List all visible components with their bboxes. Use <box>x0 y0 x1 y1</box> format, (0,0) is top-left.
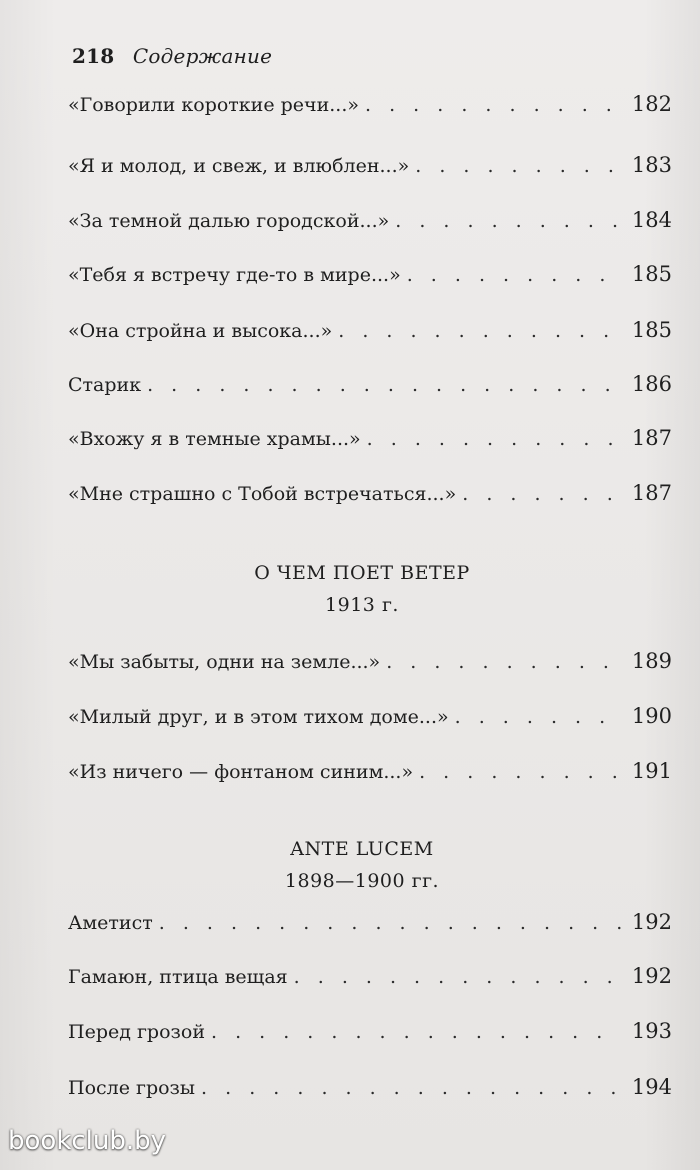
toc-entry-page: 187 <box>631 426 672 450</box>
toc-entry <box>68 153 672 183</box>
toc-entry-page: 194 <box>631 1075 672 1099</box>
toc-entry-page: 189 <box>631 649 672 673</box>
dot-leader <box>294 966 622 988</box>
dot-leader <box>407 264 622 286</box>
dot-leader <box>201 1077 622 1099</box>
dot-leader <box>159 912 622 934</box>
toc-entry-page: 187 <box>631 481 672 505</box>
toc-entry-title: Аметист <box>68 912 153 934</box>
toc-entry-title: «Тебя я встречу где-то в мире...» <box>68 264 401 286</box>
toc-entry-title: Гамаюн, птица вещая <box>68 966 288 988</box>
toc-entry <box>68 426 672 456</box>
section-years: 1898—1900 гг. <box>284 870 440 892</box>
toc-entry-page: 183 <box>631 153 672 177</box>
toc-entry-title: «Она стройна и высока...» <box>68 320 333 342</box>
toc-entry-title: После грозы <box>68 1077 196 1099</box>
toc-entry <box>68 704 672 734</box>
toc-entry <box>68 964 672 994</box>
section-years: 1913 г. <box>325 594 399 616</box>
dot-leader <box>386 651 622 673</box>
toc-entry-title: «Из ничего — фонтаном синим...» <box>68 761 414 783</box>
toc-entry-title: «Мы забыты, одни на земле...» <box>68 651 381 673</box>
toc-entry <box>68 1075 672 1105</box>
site-watermark: bookclub.by <box>8 1126 167 1156</box>
toc-entry <box>68 262 672 292</box>
toc-entry-page: 186 <box>631 372 672 396</box>
dot-leader <box>415 155 622 177</box>
section-heading: О ЧЕМ ПОЕТ ВЕТЕР <box>254 562 470 584</box>
toc-entry-page: 182 <box>631 92 672 116</box>
toc-entry-title: «Милый друг, и в этом тихом доме...» <box>68 706 449 728</box>
toc-entry <box>68 649 672 679</box>
toc-entry-page: 193 <box>631 1019 672 1043</box>
dot-leader <box>147 374 622 396</box>
section-heading: ANTE LUCEM <box>290 838 434 860</box>
toc-entry <box>68 372 672 402</box>
dot-leader <box>211 1021 622 1043</box>
toc-entry-title: «Мне страшно с Тобой встречаться...» <box>68 483 457 505</box>
toc-entry-page: 190 <box>631 704 672 728</box>
toc-entry <box>68 92 672 122</box>
toc-entry-page: 184 <box>631 208 672 232</box>
dot-leader <box>455 706 622 728</box>
toc-entry-page: 192 <box>631 910 672 934</box>
dot-leader <box>419 761 622 783</box>
toc-entry-title: «За темной далью городской...» <box>68 210 390 232</box>
toc-entry-page: 191 <box>631 759 672 783</box>
dot-leader <box>395 210 622 232</box>
toc-entry <box>68 1019 672 1049</box>
toc-entry <box>68 318 672 348</box>
dot-leader <box>365 94 622 116</box>
dot-leader <box>462 483 622 505</box>
dot-leader <box>367 428 622 450</box>
toc-entry-page: 185 <box>631 318 672 342</box>
toc-entry-page: 185 <box>631 262 672 286</box>
toc-entry-title: «Я и молод, и свеж, и влюблен...» <box>68 155 410 177</box>
dot-leader <box>338 320 622 342</box>
toc-entry <box>68 481 672 511</box>
toc-entry-title: Перед грозой <box>68 1021 205 1043</box>
toc-entry <box>68 759 672 789</box>
toc-entry <box>68 910 672 940</box>
page-header <box>72 44 272 68</box>
toc-entry-title: «Говорили короткие речи...» <box>68 94 360 116</box>
toc-entry-page: 192 <box>631 964 672 988</box>
toc-entry <box>68 208 672 238</box>
running-title: Содержание <box>132 44 273 68</box>
page-number: 218 <box>72 44 115 68</box>
toc-entry-title: Старик <box>68 374 142 396</box>
toc-entry-title: «Вхожу я в темные храмы...» <box>68 428 361 450</box>
